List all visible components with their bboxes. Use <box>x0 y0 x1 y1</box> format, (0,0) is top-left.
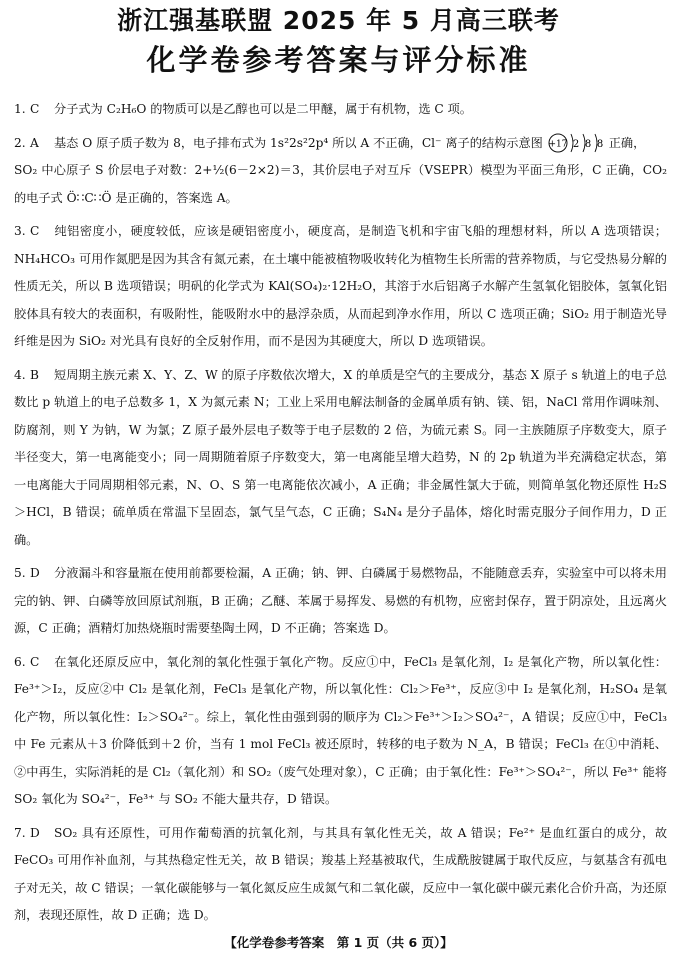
shell-electrons-2: 8 <box>584 139 591 150</box>
answer-explanation: 分子式为 C₂H₆O 的物质可以是乙醇也可以是二甲醚，属于有机物，选 C 项。 <box>54 102 472 116</box>
answer-explanation: 短周期主族元素 X、Y、Z、W 的原子序数依次增大，X 的单质是空气的主要成分，基态 X 原子 s 轨道上的电子总数比 p 轨道上的电子总数多 1，X 为氮元素 N；工业上采用电解法制备的金属单质有钠、镁、铝，NaCl 常用作调味剂、防腐剂，则 Y 为钠，W 为氯；Z 原子最外层电子数等于电子层数的 2 倍，为硫元素 S。同一主族随原子序数变大，原子半径变大，第一电离能变小；同一周期随着原子序数变大，第一电离能呈增大趋势，N 的 2p 轨道为半充满稳定状态，第一电离能大于同周期相邻元素，N、O、S 第一电离能依次减小，A 正确；非金属性氯大于硫，则简单氢化物还原性 H₂S＞HCl，B 错误；硫单质在常温下呈固态，氯气呈气态，C 正确；S₄N₄ 是分子晶体，熔化时需克服分子间作用力，D 正确。 <box>14 367 667 547</box>
answer-explanation-cont: 正确， <box>608 135 646 150</box>
answer-item-3 <box>14 218 667 356</box>
answer-item-6 <box>14 649 667 814</box>
answer-list <box>14 96 667 936</box>
question-answer: C <box>30 102 40 116</box>
question-answer: C <box>30 654 40 669</box>
answer-explanation: 在氧化还原反应中，氧化剂的氧化性强于氧化产物。反应①中，FeCl₃ 是氧化剂，I₂ 是氧化产物，所以氧化性：Fe³⁺＞I₂，反应②中 Cl₂ 是氧化剂，FeCl₃ 是氧化产物，所以氧化性：Cl₂＞Fe³⁺，反应③中 I₂ 是氧化剂，H₂SO₄ 是氧化产物，所以氧化性：I₂＞SO₄²⁻。综上，氧化性由强到弱的顺序为 Cl₂＞Fe³⁺＞I₂＞SO₄²⁻，A 错误；反应①中，FeCl₃ 中 Fe 元素从＋3 价降低到＋2 价，当有 1 mol FeCl₃ 被还原时，转移的电子数为 N_A，B 错误；FeCl₃ 在①中消耗、②中再生，实际消耗的是 Cl₂（氧化剂）和 SO₂（废气处理对象），C 正确；由于氧化性：Fe³⁺＞SO₄²⁻，所以 Fe³⁺ 能将 SO₂ 氧化为 SO₄²⁻，Fe³⁺ 与 SO₂ 不能大量共存，D 错误。 <box>14 654 667 806</box>
answer-item-2 <box>14 130 667 213</box>
answer-explanation: 基态 O 原子质子数为 8，电子排布式为 1s²2s²2p⁴ 所以 A 不正确，Cl⁻ 离子的结构示意图 <box>54 135 543 150</box>
question-number: 6. <box>14 654 26 669</box>
question-answer: A <box>30 135 39 150</box>
exam-title: 浙江强基联盟 2025 年 5 月高三联考 <box>117 6 560 35</box>
answer-item-5 <box>14 560 667 643</box>
answer-item-7 <box>14 820 667 930</box>
question-number: 2. <box>14 135 26 150</box>
answer-item-1 <box>14 96 667 124</box>
chloride-ion-structure-diagram <box>547 131 609 155</box>
question-answer: D <box>30 566 40 580</box>
document-title: 化学卷参考答案与评分标准 <box>146 43 531 77</box>
answer-item-4 <box>14 362 667 555</box>
nucleus-charge: +17 <box>548 139 568 150</box>
answer-explanation: 分液漏斗和容量瓶在使用前都要检漏，A 正确；钠、钾、白磷属于易燃物品，不能随意丢弃，实验室中可以将未用完的钠、钾、白磷等放回原试剂瓶，B 正确；乙醚、苯属于易挥发、易燃的有机物，应密封保存，置于阴凉处，且远离火源，C 正确；酒精灯加热烧瓶时需要垫陶土网，D 不正确；答案选 D。 <box>14 566 667 635</box>
question-number: 3. <box>14 224 26 238</box>
answer-explanation: SO₂ 具有还原性，可用作葡萄酒的抗氧化剂，与其具有氧化性无关，故 A 错误；Fe²⁺ 是血红蛋白的成分，故 FeCO₃ 可用作补血剂，与其热稳定性无关，故 B 错误；羧基上羟基被取代，生成酰胺键属于取代反应，与氨基含有孤电子对无关，故 C 错误；一氧化碳能够与一氧化氮反应生成氮气和二氧化碳，反应中一氧化碳中碳元素化合价升高，为还原剂，表现还原性，故 D 正确；选 D。 <box>14 825 667 922</box>
answer-explanation: 纯铝密度小，硬度较低，应该是硬铝密度小，硬度高，是制造飞机和宇宙飞船的理想材料，所以 A 选项错误；NH₄HCO₃ 可用作氮肥是因为其含有氮元素，在土壤中能被植物吸收转化为植物生长所需的营养物质，与它受热易分解的性质无关，所以 B 选项错误；明矾的化学式为 KAl(SO₄)₂·12H₂O，其溶于水后铝离子水解产生氢氧化铝胶体，氢氧化铝胶体具有较大的表面积，有吸附性，能吸附水中的悬浮杂质，从而起到净水作用，所以 C 选项正确；SiO₂ 用于制造光导纤维是因为 SiO₂ 对光具有良好的全反射作用，而不是因为其硬度大，所以 D 选项错误。 <box>14 224 667 348</box>
page-footer: 【化学卷参考答案 第 1 页（共 6 页）】 <box>224 935 453 950</box>
question-number: 7. <box>14 825 26 840</box>
question-answer: B <box>30 367 39 382</box>
question-number: 4. <box>14 367 26 382</box>
shell-electrons-1: 2 <box>572 139 579 150</box>
answer-explanation-2: SO₂ 中心原子 S 价层电子对数：2+½(6－2×2)＝3，其价层电子对互斥（VSEPR）模型为平面三角形，C 正确，CO₂ 的电子式 Ö∷C∷Ö 是正确的，答案选 A。 <box>14 163 667 205</box>
shell-electrons-3: 8 <box>596 139 603 150</box>
question-answer: C <box>30 224 40 238</box>
question-number: 5. <box>14 566 26 580</box>
question-answer: D <box>30 825 40 840</box>
question-number: 1. <box>14 102 26 116</box>
